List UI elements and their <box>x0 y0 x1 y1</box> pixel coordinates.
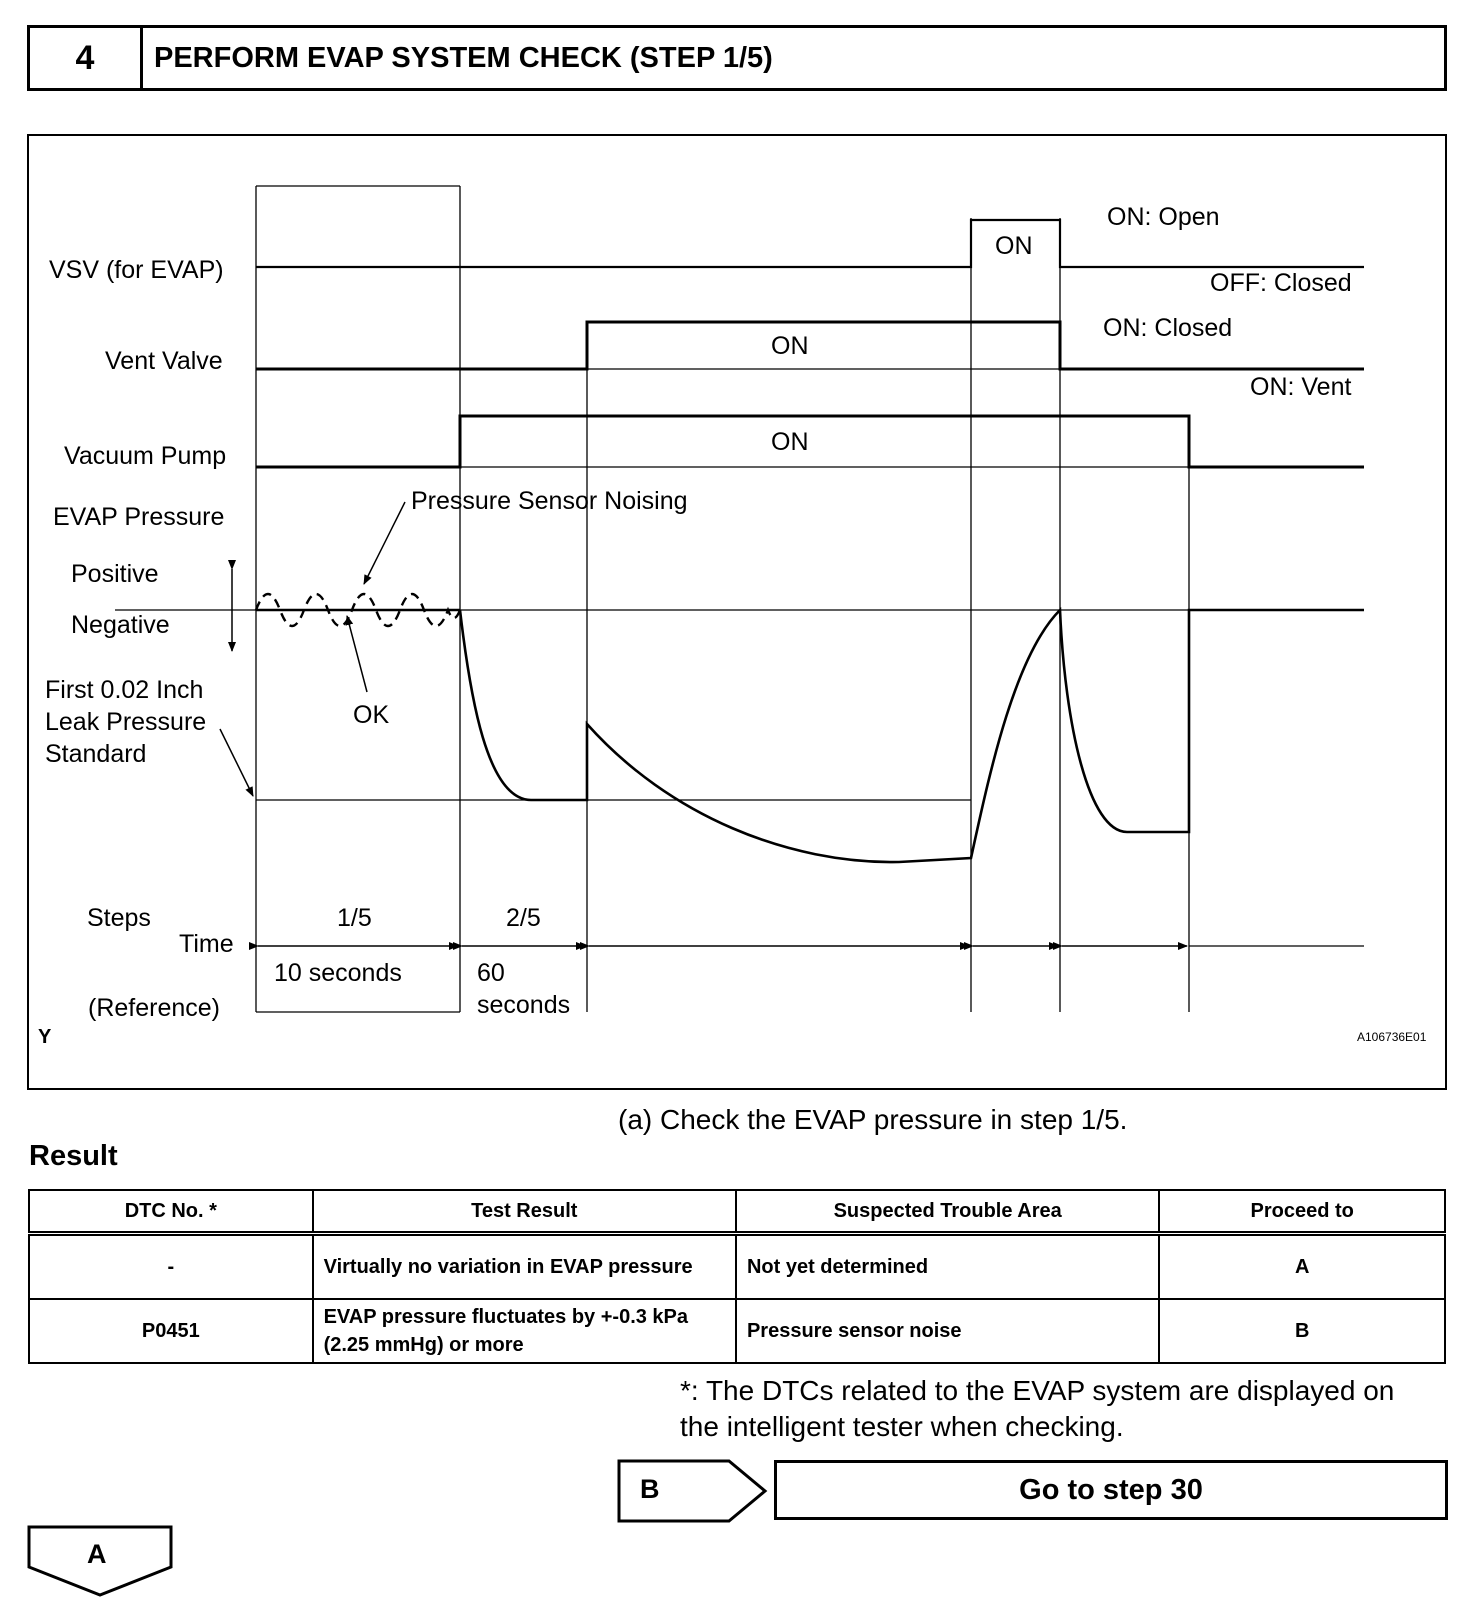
step-number: 4 <box>30 28 143 88</box>
col-header-proceed: Proceed to <box>1159 1190 1445 1234</box>
vsv-on-open-label: ON: Open <box>1107 203 1220 231</box>
cell-test-result: EVAP pressure fluctuates by +-0.3 kPa (2.25 mmHg) or more <box>313 1299 736 1363</box>
label-vent-valve: Vent Valve <box>105 347 223 375</box>
vacuum-pump-signal <box>256 416 1364 467</box>
label-leak-standard-2: Leak Pressure <box>45 708 207 736</box>
step-label-2: 2/5 <box>506 904 541 932</box>
timing-diagram <box>27 134 1447 1090</box>
vsv-on-label: ON <box>995 232 1033 260</box>
col-header-trouble-area: Suspected Trouble Area <box>736 1190 1159 1234</box>
table-row <box>29 1234 1445 1300</box>
cell-trouble-area: Pressure sensor noise <box>736 1299 1159 1363</box>
corner-mark: Y <box>38 1026 52 1048</box>
step-title: PERFORM EVAP SYSTEM CHECK (STEP 1/5) <box>154 41 773 74</box>
time-label-1: 10 seconds <box>274 959 402 987</box>
label-vsv: VSV (for EVAP) <box>49 256 224 284</box>
pump-on-label: ON <box>771 428 809 456</box>
cell-proceed: A <box>1159 1234 1445 1300</box>
cell-test-result: Virtually no variation in EVAP pressure <box>313 1234 736 1300</box>
label-leak-standard-3: Standard <box>45 740 147 768</box>
figure-code: A106736E01 <box>1357 1030 1427 1044</box>
col-header-dtc: DTC No. * <box>29 1190 313 1234</box>
vent-on-vent-label: ON: Vent <box>1250 373 1352 401</box>
noise-annotation: Pressure Sensor Noising <box>411 487 688 515</box>
label-leak-standard-1: First 0.02 Inch <box>45 676 204 704</box>
ok-annotation: OK <box>353 701 390 729</box>
result-heading: Result <box>29 1140 118 1172</box>
result-table <box>28 1189 1446 1364</box>
label-positive: Positive <box>71 560 159 588</box>
col-header-test-result: Test Result <box>313 1190 736 1234</box>
cell-dtc: - <box>29 1234 313 1300</box>
step-label-1: 1/5 <box>337 904 372 932</box>
label-time: Time <box>179 930 234 958</box>
vsv-off-closed-label: OFF: Closed <box>1210 269 1352 297</box>
label-steps: Steps <box>87 904 151 932</box>
cell-trouble-area: Not yet determined <box>736 1234 1159 1300</box>
time-label-2a: 60 <box>477 959 505 987</box>
cell-dtc: P0451 <box>29 1299 313 1363</box>
step-caption: (a) Check the EVAP pressure in step 1/5. <box>618 1104 1128 1135</box>
leak-annotation-arrow <box>220 729 253 796</box>
ok-annotation-arrow <box>347 616 367 692</box>
step-header <box>27 25 1447 91</box>
label-evap-pressure: EVAP Pressure <box>53 503 225 531</box>
noise-annotation-arrow <box>364 502 405 584</box>
go-to-step-button[interactable]: Go to step 30 <box>774 1460 1448 1520</box>
label-negative: Negative <box>71 611 170 639</box>
label-vacuum-pump: Vacuum Pump <box>64 442 227 470</box>
time-guides <box>256 186 1189 1012</box>
label-reference: (Reference) <box>88 994 220 1022</box>
time-label-2b: seconds <box>477 991 571 1019</box>
b-arrow-label: B <box>640 1474 660 1504</box>
vent-on-closed-label: ON: Closed <box>1103 314 1233 342</box>
dtc-footnote: *: The DTCs related to the EVAP system are displayed on the intelligent tester when checking. <box>680 1375 1395 1442</box>
pressure-curve <box>460 610 1364 862</box>
table-row <box>29 1299 1445 1363</box>
vent-on-label: ON <box>771 332 809 360</box>
step1-box-lines <box>256 186 460 1012</box>
cell-proceed: B <box>1159 1299 1445 1363</box>
table-header-row <box>29 1190 1445 1234</box>
a-arrow-label: A <box>87 1539 107 1569</box>
